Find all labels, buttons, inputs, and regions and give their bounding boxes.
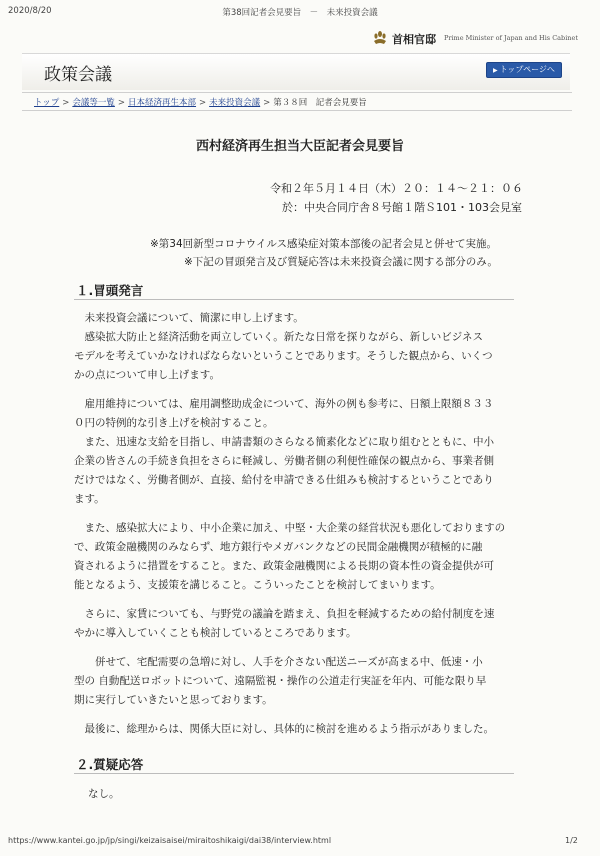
paragraph-line: 感染拡大防止と経済活動を両立していく。新たな日常を探りながら、新しいビジネス xyxy=(74,331,483,343)
document-datetime: 令和２年５月１４日（木）２０：１４～２１：０６ xyxy=(270,182,523,195)
paragraph-line: 最後に、総理からは、関係大臣に対し、具体的に検討を進めるよう指示がありました。 xyxy=(74,723,494,735)
paragraph-line: 併せて、宅配需要の急増に対し、人手を介さない配送ニーズが高まる中、低速・小 xyxy=(74,656,483,668)
section-divider xyxy=(74,773,514,774)
document-venue: 於：中央合同庁舎８号館１階Ｓ101・103会見室 xyxy=(282,201,522,214)
paragraph-line: 型の 自動配送ロボットについて、遠隔監視・操作の公道走行実証を年内、可能な限り早 xyxy=(74,675,487,687)
paragraph-line: ます。 xyxy=(74,493,105,505)
divider xyxy=(22,110,572,111)
note-line: ※第34回新型コロナウイルス感染症対策本部後の記者会見と併せて実施。 xyxy=(150,238,498,250)
top-page-button[interactable] xyxy=(486,62,562,78)
section-divider xyxy=(74,299,514,300)
paragraph-line: だけではなく、労働者側が、直接、給付を申請できる仕組みも検討するということであり xyxy=(74,474,494,486)
breadcrumb xyxy=(34,96,367,108)
print-page-number: 1/2 xyxy=(565,836,578,845)
section-heading: ２.質疑応答 xyxy=(76,757,144,772)
paragraph-line: モデルを考えていかなければならないということであります。そうした観点から、いくつ xyxy=(74,350,493,362)
section-title: 政策会議 xyxy=(44,65,112,85)
print-url: https://www.kantei.go.jp/jp/singi/keizaisaisei/miraitoshikaigi/dai38/interview.html xyxy=(8,836,332,845)
print-page-title: 第38回記者会見要旨 － 未来投資会議 xyxy=(222,8,378,18)
divider xyxy=(22,92,572,93)
paragraph-line: さらに、家賃についても、与野党の議論を踏まえ、負担を軽減するための給付制度を速 xyxy=(74,608,495,620)
paragraph-line: 雇用維持については、雇用調整助成金について、海外の例も参考に、日額上限額８３３ xyxy=(74,398,494,410)
qa-text: なし。 xyxy=(88,788,120,800)
paragraph-line: ０円の特例的な引き上げを検討すること。 xyxy=(74,417,274,429)
paragraph-line: また、感染拡大により、中小企業に加え、中堅・大企業の経営状況も悪化しておりますの xyxy=(74,522,506,534)
paragraph-line: 能となるよう、支援策を講じること。こういったことを検討してまいります。 xyxy=(74,579,441,591)
document-title: 西村経済再生担当大臣記者会見要旨 xyxy=(195,139,404,154)
paragraph-line: また、迅速な支給を目指し、申請書類のさらなる簡素化などに取り組むとともに、中小 xyxy=(74,436,494,448)
breadcrumb-link-top[interactable]: トップ xyxy=(34,98,60,108)
paragraph-line: で、政策金融機関のみならず、地方銀行やメガバンクなどの民間金融機関が積極的に融 xyxy=(74,541,483,553)
breadcrumb-separator: > xyxy=(117,98,126,108)
office-name-english: Prime Minister of Japan and His Cabinet xyxy=(444,34,578,42)
breadcrumb-separator: > xyxy=(199,98,207,108)
breadcrumb-link-investment-council[interactable]: 未来投資会議 xyxy=(209,98,261,108)
triangle-right-icon: ▶ xyxy=(493,67,498,74)
kiri-emblem-icon xyxy=(372,30,388,46)
paragraph-line: かの点について申し上げます。 xyxy=(74,369,220,381)
paragraph-line: 期に実行していきたいと思っております。 xyxy=(74,694,273,706)
paragraph-line: 企業の皆さんの手続き負担をさらに軽減し、労働者側の利便性確保の観点から、事業者側 xyxy=(74,455,494,467)
print-date: 2020/8/20 xyxy=(8,6,52,16)
top-page-label: トップページへ xyxy=(499,65,555,74)
office-name: 首相官邸 xyxy=(392,33,436,46)
section-heading: １.冒頭発言 xyxy=(76,283,144,298)
note-line: ※下記の冒頭発言及び質疑応答は未来投資会議に関する部分のみ。 xyxy=(184,256,498,268)
paragraph-line: 資されるように措置をすること。また、政策金融機関による長期の資本性の資金提供が可 xyxy=(74,560,494,572)
breadcrumb-link-meetings[interactable]: 会議等一覧 xyxy=(72,98,115,108)
breadcrumb-separator: > xyxy=(62,98,70,108)
paragraph-line: やかに導入していくことも検討しているところであります。 xyxy=(74,627,357,639)
breadcrumb-link-revitalization-hq[interactable]: 日本経済再生本部 xyxy=(128,98,197,108)
breadcrumb-separator: > xyxy=(263,98,271,108)
paragraph-line: 未来投資会議について、簡潔に申し上げます。 xyxy=(74,312,304,324)
breadcrumb-current: 第３８回 記者会見要旨 xyxy=(273,98,367,108)
